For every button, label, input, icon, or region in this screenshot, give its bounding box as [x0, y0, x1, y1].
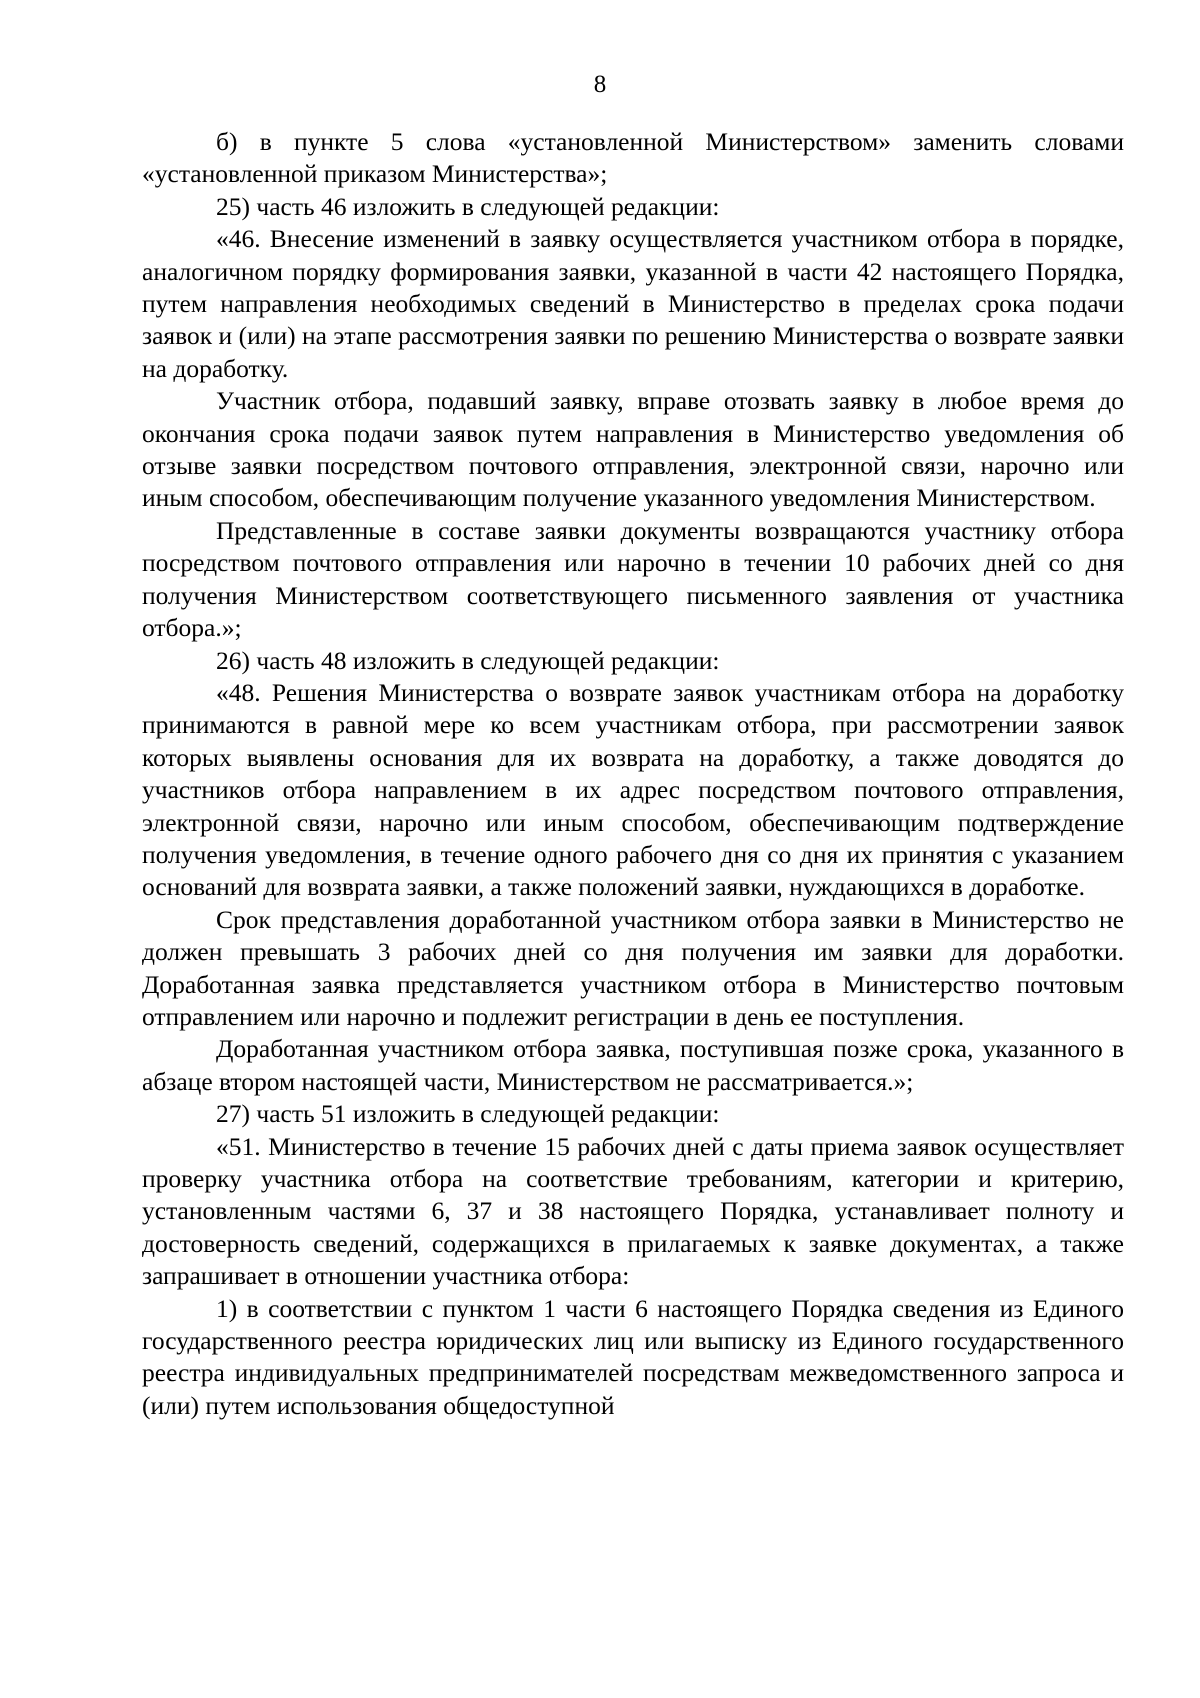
document-body [142, 126, 1124, 1422]
paragraph-item-b-point-5: б) в пункте 5 слова «установленной Министерством» заменить словами «установленной приказом Министерства»; [142, 127, 1124, 189]
paragraph-item-27-heading: 27) часть 51 изложить в следующей редакции: [216, 1099, 720, 1129]
paragraph-withdraw-application: Участник отбора, подавший заявку, вправе отозвать заявку в любое время до окончания срока подачи заявок путем направления в Министерство уведомления об отзыве заявки посредством почтового отправления, электронной связи, нарочно или иным способом, обеспечивающим получение указанного уведомления Министерством. [142, 386, 1124, 513]
paragraph-item-26-heading: 26) часть 48 изложить в следующей редакции: [216, 645, 720, 675]
paragraph-documents-return: Представленные в составе заявки документы возвращаются участнику отбора посредством почтового отправления или нарочно в течении 10 рабочих дней со дня получения Министерством соответствующего письменного заявления от участника отбора.»; [142, 515, 1124, 643]
paragraph-part-48-text: «48. Решения Министерства о возврате заявок участникам отбора на доработку принимаются в равной мере ко всем участникам отбора, при рассмотрении заявок которых выявлены основания для их возврата на доработку, а также доводятся до участников отбора направлением в их адрес посредством почтового отправления, электронной связи, нарочно или иным способом, обеспечивающим подтверждение получения уведомления, в течение одного рабочего дня со дня их принятия с указанием оснований для возврата заявки, а также положений заявки, нуждающихся в доработке. [142, 677, 1124, 902]
paragraph-part-46-text: «46. Внесение изменений в заявку осуществляется участником отбора в порядке, аналогичном порядку формирования заявки, указанной в части 42 настоящего Порядка, путем направления необходимых сведений в Министерство в пределах срока подачи заявок и (или) на этапе рассмотрения заявки по решению Министерства о возврате заявки на доработку. [142, 224, 1124, 383]
paragraph-subitem-1-registry: 1) в соответствии с пунктом 1 части 6 настоящего Порядка сведения из Единого государственного реестра юридических лиц или выписку из Единого государственного реестра индивидуальных предпринимателей посредствам межведомственного запроса и (или) путем использования общедоступной [142, 1293, 1124, 1420]
paragraph-revision-deadline: Срок представления доработанной участником отбора заявки в Министерство не должен превышать 3 рабочих дней со дня получения им заявки для доработки. Доработанная заявка представляется участником отбора в Министерство почтовым отправлением или нарочно и подлежит регистрации в день ее поступления. [142, 904, 1124, 1031]
paragraph-part-51-text: «51. Министерство в течение 15 рабочих дней с даты приема заявок осуществляет проверку участника отбора на соответствие требованиям, категории и критерию, установленным частями 6, 37 и 38 настоящего Порядка, устанавливает полноту и достоверность сведений, содержащихся в прилагаемых к заявке документах, а также запрашивает в отношении участника отбора: [142, 1131, 1124, 1291]
paragraph-late-revision: Доработанная участником отбора заявка, поступившая позже срока, указанного в абзаце втором настоящей части, Министерством не рассматривается.»; [142, 1034, 1124, 1096]
paragraph-item-25-heading: 25) часть 46 изложить в следующей редакции: [216, 191, 720, 221]
page-number: 8 [593, 71, 607, 98]
